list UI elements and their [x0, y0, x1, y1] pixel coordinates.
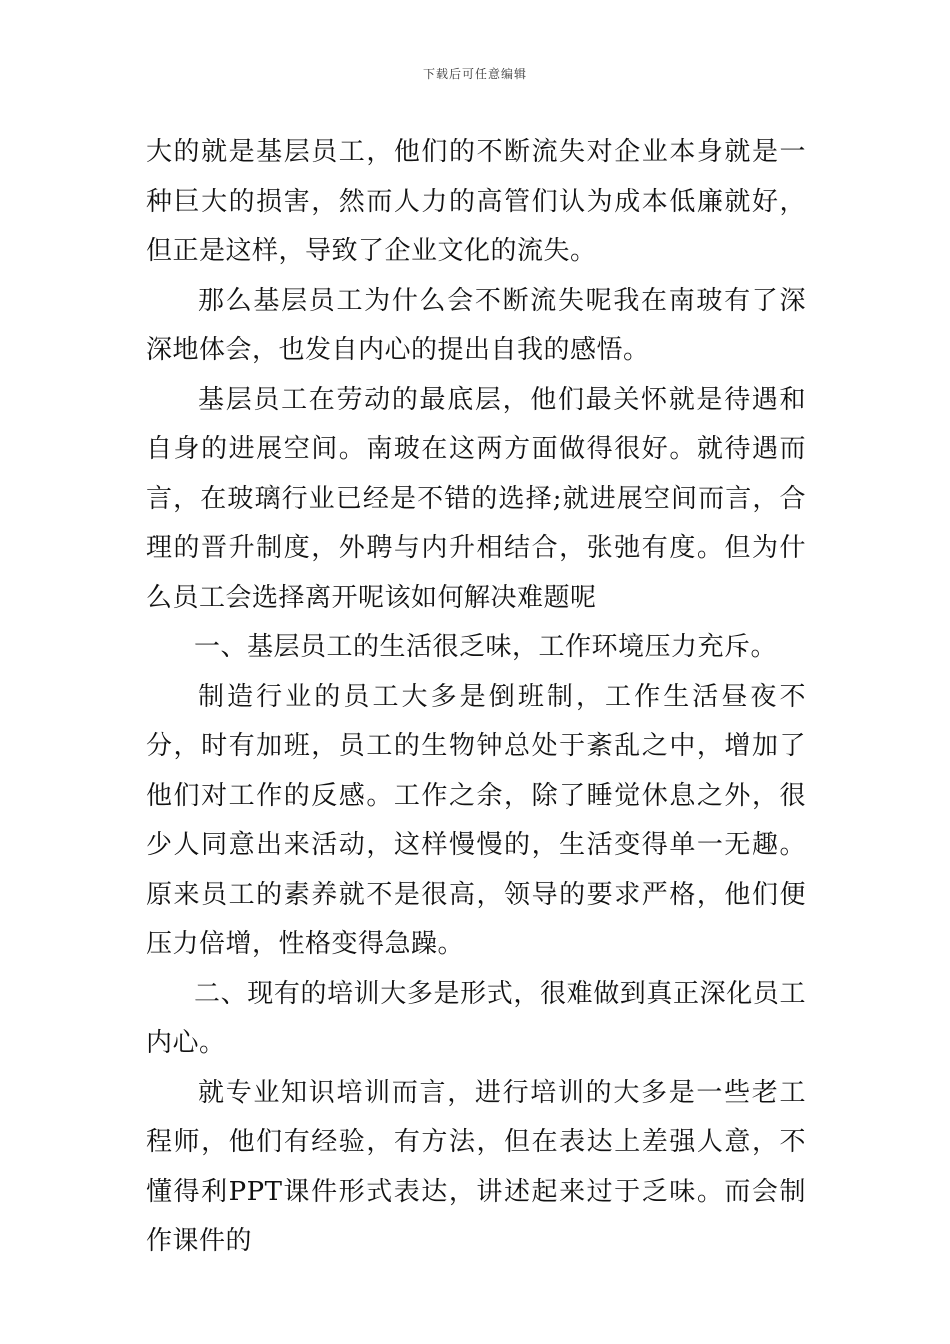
paragraph: 制造行业的员工大多是倒班制，工作生活昼夜不分，时有加班，员工的生物钟总处于紊乱之中，增加了他们对工作的反感。工作之余，除了睡觉休息之外，很少人同意出来活动，这样慢慢的，生活变得单一无趣。原来员工的素养就不是很高，领导的要求严格，他们便压力倍增，性格变得急躁。 — [146, 681, 806, 959]
document-body — [146, 128, 806, 1267]
section-heading: 一、基层员工的生活很乏味，工作环境压力充斥。 — [194, 632, 778, 662]
paragraph-continuation: 大的就是基层员工，他们的不断流失对企业本身就是一种巨大的损害，然而人力的高管们认为成本低廉就好，但正是这样，导致了企业文化的流失。 — [146, 137, 806, 266]
paragraph: 那么基层员工为什么会不断流失呢我在南玻有了深深地体会，也发自内心的提出自我的感悟。 — [146, 285, 806, 365]
paragraph: 就专业知识培训而言，进行培训的大多是一些老工程师，他们有经验，有方法，但在表达上差强人意，不懂得利PPT课件形式表达，讲述起来过于乏味。而会制作课件的 — [146, 1077, 806, 1256]
section-heading: 二、现有的培训大多是形式，很难做到真正深化员工内心。 — [146, 978, 806, 1058]
paragraph: 基层员工在劳动的最底层，他们最关怀就是待遇和自身的进展空间。南玻在这两方面做得很好。就待遇而言，在玻璃行业已经是不错的选择;就进展空间而言，合理的晋升制度，外聘与内升相结合，张弛有度。但为什么员工会选择离开呢该如何解决难题呢 — [146, 384, 806, 613]
page-header: 下载后可任意编辑 — [422, 67, 527, 81]
